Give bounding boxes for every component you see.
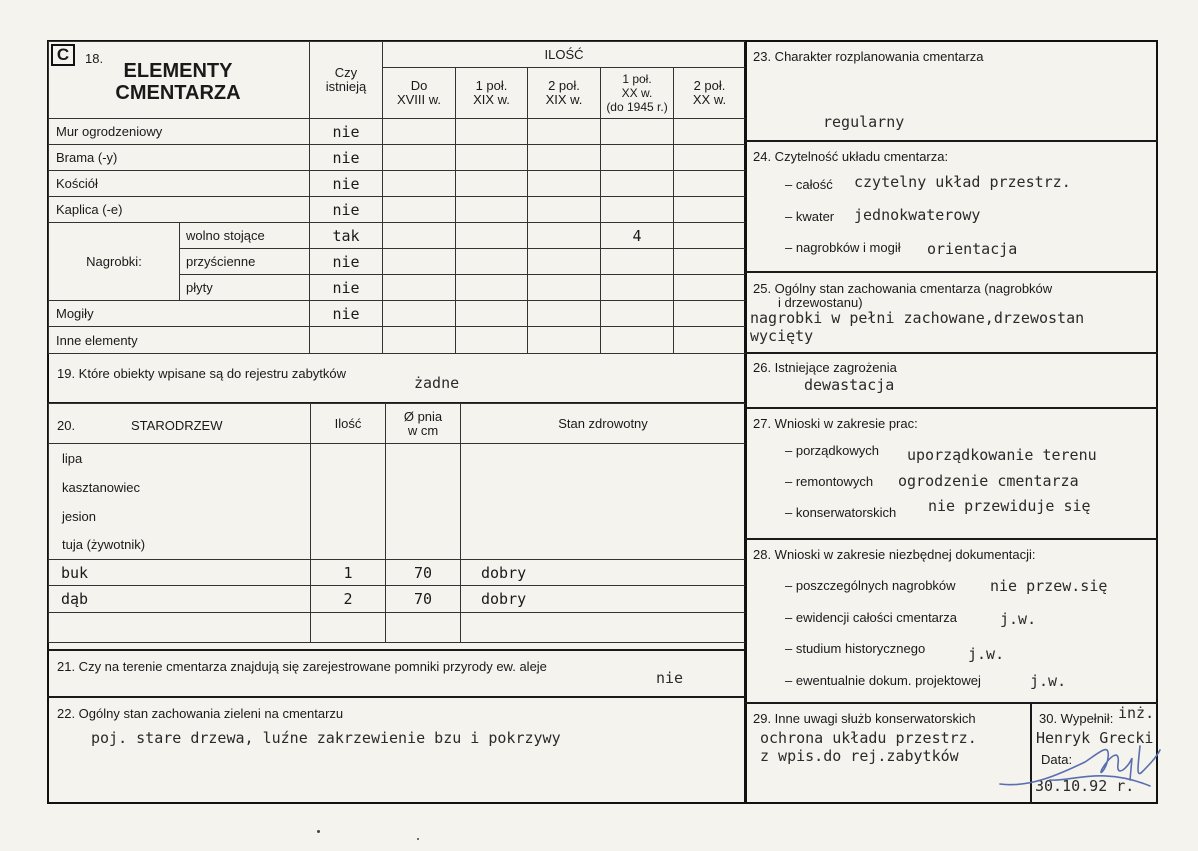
s23-label: 23. Charakter rozplanowania cmentarza <box>753 49 984 64</box>
tree-diam: 70 <box>386 560 461 586</box>
table-row <box>49 223 746 249</box>
s27-item-label: – porządkowych <box>785 443 879 458</box>
s27-label: 27. Wnioski w zakresie prac: <box>753 416 918 431</box>
tree-qty: 2 <box>311 586 386 613</box>
s27-item-value: uporządkowanie terenu <box>907 446 1097 464</box>
speck <box>317 830 320 833</box>
col-quantity-header: ILOŚĆ <box>383 42 746 68</box>
period-header-2: 2 poł. XIX w. <box>528 68 601 119</box>
s28-item-value: nie przew.się <box>990 577 1108 595</box>
table-row <box>49 145 746 171</box>
period-header-0: Do XVIII w. <box>383 68 456 119</box>
row-exists: nie <box>310 119 383 145</box>
s20-title-cell <box>49 404 311 444</box>
divider <box>745 538 1158 540</box>
s29-label: 29. Inne uwagi służb konserwatorskich <box>753 711 976 726</box>
s24-item-label: – kwater <box>785 209 835 224</box>
s28-item-value: j.w. <box>1030 672 1067 690</box>
row-exists: nie <box>310 171 383 197</box>
divider <box>47 696 746 698</box>
row-exists: nie <box>310 301 383 327</box>
table-row <box>49 502 746 531</box>
s21-value: nie <box>656 669 684 687</box>
row-exists <box>310 327 383 354</box>
table-row <box>49 444 746 473</box>
tree-name: jesion <box>49 502 311 531</box>
table-row <box>49 531 746 560</box>
table-row <box>49 586 746 613</box>
s28-item-label: – studium historycznego <box>785 641 926 656</box>
tree-name: kasztanowiec <box>49 473 311 502</box>
table-row <box>49 560 746 586</box>
row-label: Kościół <box>49 171 310 197</box>
section-letter-box <box>51 44 75 66</box>
table-row <box>49 613 746 643</box>
s19-label: 19. Które obiekty wpisane są do rejestru zabytków <box>57 366 347 381</box>
s21-label: 21. Czy na terenie cmentarza znajdują się zarejestrowane pomniki przyrody ew. aleje <box>57 659 547 674</box>
s30-date-label: Data: <box>1041 752 1073 767</box>
speck <box>417 838 419 840</box>
s25-value: nagrobki w pełni zachowane,drzewostan <box>750 309 1085 327</box>
row-exists: nie <box>310 145 383 171</box>
table-row <box>49 197 746 223</box>
divider <box>47 649 746 651</box>
row-exists: nie <box>310 197 383 223</box>
period-header-1: 1 poł. XIX w. <box>456 68 528 119</box>
s25-value-cont: wycięty <box>750 327 814 345</box>
s29-value: ochrona układu przestrz. <box>760 729 977 747</box>
s26-value: dewastacja <box>804 376 895 394</box>
signature-mark <box>990 722 1180 802</box>
s24-item-value: orientacja <box>927 240 1018 258</box>
row-exists: nie <box>310 249 383 275</box>
s22-value: poj. stare drzewa, luźne zakrzewienie bzu i pokrzywy <box>91 729 561 747</box>
table-row <box>49 327 746 354</box>
row-label: Mogiły <box>49 301 310 327</box>
elements-table <box>48 41 746 354</box>
divider <box>745 271 1158 273</box>
tree-qty: 1 <box>311 560 386 586</box>
s30-date: 30.10.92 r. <box>1035 777 1135 795</box>
row-exists: nie <box>310 275 383 301</box>
s30-name: Henryk Grecki <box>1036 729 1154 747</box>
section-18-title-cell <box>49 42 310 119</box>
s30-label: 30. Wypełnił: <box>1039 711 1114 726</box>
table-row <box>49 171 746 197</box>
s27-item-value: ogrodzenie cmentarza <box>898 472 1079 490</box>
section-18-title: ELEMENTY CMENTARZA <box>115 60 241 104</box>
s24-item-label: – całość <box>785 177 833 192</box>
s26-label: 26. Istniejące zagrożenia <box>753 360 897 375</box>
s20-col-diam: Ø pnia w cm <box>386 404 461 444</box>
s27-item-label: – remontowych <box>785 474 874 489</box>
table-row <box>49 301 746 327</box>
nagrobki-label: Nagrobki: <box>49 223 180 301</box>
row-label: płyty <box>180 275 310 301</box>
s30-title: inż. <box>1118 704 1155 722</box>
period-header-4: 2 poł. XX w. <box>674 68 746 119</box>
trees-table <box>48 403 746 643</box>
s20-col-health: Stan zdrowotny <box>461 404 746 444</box>
s20-title: STARODRZEW <box>131 418 223 433</box>
row-label: Brama (-y) <box>49 145 310 171</box>
divider <box>745 702 1158 704</box>
divider <box>745 352 1158 354</box>
table-row <box>49 119 746 145</box>
divider <box>745 140 1158 142</box>
tree-name: dąb <box>49 586 311 613</box>
s27-item-value: nie przewiduje się <box>928 497 1091 515</box>
s24-label: 24. Czytelność układu cmentarza: <box>753 149 949 164</box>
tree-name: buk <box>49 560 311 586</box>
s23-value: regularny <box>823 113 905 131</box>
s24-item-label: – nagrobków i mogił <box>785 240 901 255</box>
s22-label: 22. Ogólny stan zachowania zieleni na cmentarzu <box>57 706 344 721</box>
row-label: wolno stojące <box>180 223 310 249</box>
s29-value-cont: z wpis.do rej.zabytków <box>760 747 959 765</box>
tree-health: dobry <box>461 560 746 586</box>
s28-item-value: j.w. <box>1000 610 1037 628</box>
period-header-3: 1 poł. XX w. (do 1945 r.) <box>601 68 674 119</box>
tree-health: dobry <box>461 586 746 613</box>
row-label: Inne elementy <box>49 327 310 354</box>
section-letter: C <box>56 45 70 64</box>
tree-diam: 70 <box>386 586 461 613</box>
s24-item-value: jednokwaterowy <box>854 206 981 224</box>
s28-label: 28. Wnioski w zakresie niezbędnej dokumentacji: <box>753 547 1036 562</box>
row-label: przyścienne <box>180 249 310 275</box>
s28-item-label: – ewentualnie dokum. projektowej <box>785 673 981 688</box>
row-quantity: 4 <box>601 223 674 249</box>
s24-item-value: czytelny układ przestrz. <box>854 173 1071 191</box>
s28-item-label: – poszczególnych nagrobków <box>785 578 956 593</box>
row-label: Kaplica (-e) <box>49 197 310 223</box>
row-exists: tak <box>310 223 383 249</box>
s20-number: 20. <box>57 418 76 433</box>
table-row <box>49 473 746 502</box>
s28-item-value: j.w. <box>968 645 1005 663</box>
section-18-number: 18. <box>85 51 104 66</box>
divider <box>745 407 1158 409</box>
col-exists-header: Czy istnieją <box>310 42 383 119</box>
tree-name: tuja (żywotnik) <box>49 531 311 560</box>
s19-value: żadne <box>414 374 460 392</box>
row-label: Mur ogrodzeniowy <box>49 119 310 145</box>
s28-item-label: – ewidencji całości cmentarza <box>785 610 957 625</box>
tree-name: lipa <box>49 444 311 473</box>
s27-item-label: – konserwatorskich <box>785 505 897 520</box>
s20-col-qty: Ilość <box>311 404 386 444</box>
s25-label: 25. Ogólny stan zachowania cmentarza (nagrobków <box>753 281 1053 296</box>
s25-label-cont: i drzewostanu) <box>778 295 863 310</box>
